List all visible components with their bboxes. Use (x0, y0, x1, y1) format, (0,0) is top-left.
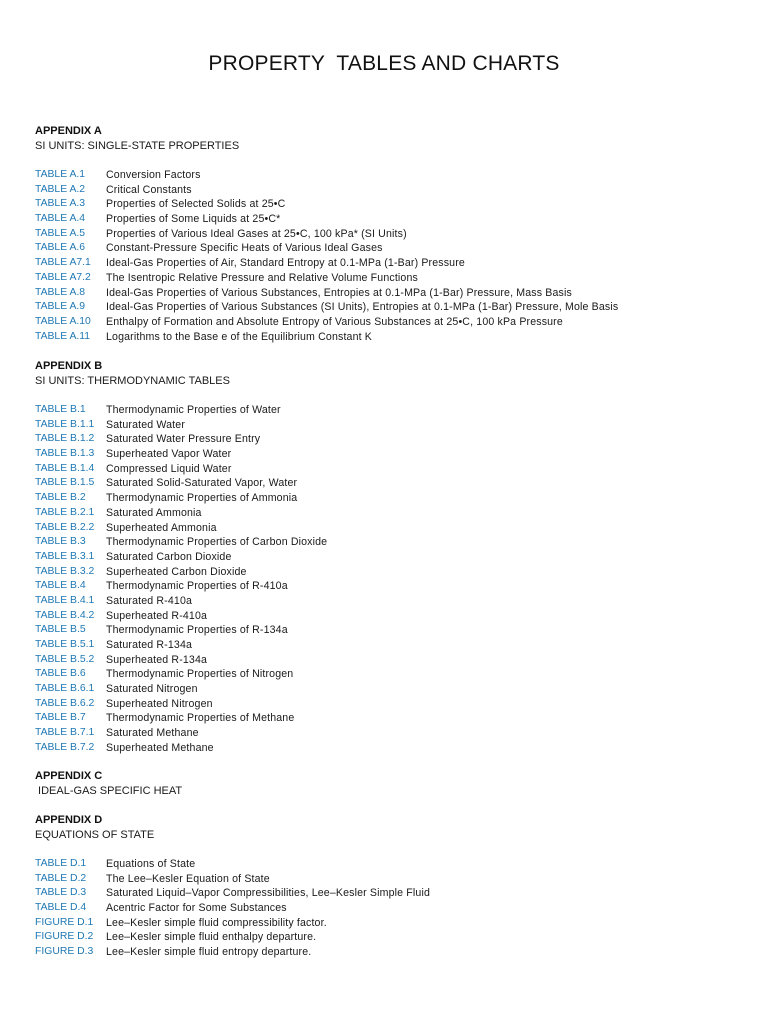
appendix-b-subtitle: SI UNITS: THERMODYNAMIC TABLES (35, 375, 230, 387)
table-link[interactable]: TABLE B.1.4 (35, 462, 95, 474)
table-link[interactable]: TABLE B.1.3 (35, 448, 95, 460)
list-item (35, 403, 755, 418)
list-item (35, 872, 755, 887)
table-description: Saturated Water (106, 418, 185, 431)
list-item (35, 550, 755, 565)
table-link[interactable]: TABLE D.1 (35, 858, 87, 869)
list-item (35, 741, 755, 756)
figure-link[interactable]: FIGURE D.3 (35, 946, 94, 958)
table-description: Properties of Selected Solids at 25•C (106, 198, 286, 211)
list-item (35, 506, 755, 521)
list-item (35, 168, 755, 183)
appendix-d (35, 813, 755, 960)
appendix-d-heading: APPENDIX D (35, 814, 103, 826)
table-description: Thermodynamic Properties of Carbon Dioxide (106, 536, 328, 549)
table-description: Superheated Ammonia (106, 521, 217, 534)
table-link[interactable]: TABLE A.1 (35, 169, 86, 180)
figure-link[interactable]: FIGURE D.1 (35, 916, 94, 928)
table-link[interactable]: TABLE D.3 (35, 887, 87, 899)
list-item (35, 241, 755, 256)
list-item (35, 565, 755, 580)
table-description: Superheated Carbon Dioxide (106, 565, 247, 578)
table-description: Thermodynamic Properties of Nitrogen (106, 668, 294, 681)
table-description: Ideal-Gas Properties of Air, Standard Entropy at 0.1-MPa (1-Bar) Pressure (106, 257, 465, 270)
list-item (35, 623, 755, 638)
table-description: Ideal-Gas Properties of Various Substances, Entropies at 0.1-MPa (1-Bar) Pressure, Mass Basis (106, 286, 572, 299)
list-item (35, 212, 755, 227)
list-item (35, 579, 755, 594)
table-link[interactable]: TABLE B.5 (35, 624, 86, 636)
list-item (35, 476, 755, 491)
list-item (35, 857, 755, 872)
table-description: Saturated Water Pressure Entry (106, 433, 261, 446)
table-description: Superheated R-134a (106, 653, 208, 666)
appendix-d-list (35, 857, 755, 960)
list-item (35, 227, 755, 242)
table-link[interactable]: TABLE D.2 (35, 872, 87, 884)
list-item (35, 183, 755, 198)
table-description: Saturated Solid-Saturated Vapor, Water (106, 477, 298, 490)
list-item (35, 432, 755, 447)
table-link[interactable]: TABLE B.4.1 (35, 594, 95, 606)
table-description: Thermodynamic Properties of R-410a (106, 580, 288, 593)
table-description: The Lee–Kesler Equation of State (106, 872, 270, 885)
appendix-a-heading: APPENDIX A (35, 125, 102, 137)
table-link[interactable]: TABLE B.6.1 (35, 683, 95, 695)
list-item (35, 916, 755, 931)
list-item (35, 330, 755, 345)
table-description: Thermodynamic Properties of Ammonia (106, 492, 298, 505)
table-link[interactable]: TABLE A.3 (35, 198, 86, 210)
appendix-c (35, 769, 755, 799)
table-link[interactable]: TABLE A.4 (35, 213, 86, 225)
table-link[interactable]: TABLE B.5.2 (35, 653, 95, 665)
list-item (35, 945, 755, 960)
table-link[interactable]: TABLE B.2.2 (35, 521, 95, 533)
list-item (35, 256, 755, 271)
appendix-b-list (35, 403, 755, 756)
list-item (35, 901, 755, 916)
list-item (35, 535, 755, 550)
table-description: Saturated Nitrogen (106, 683, 198, 696)
table-description: Thermodynamic Properties of R-134a (106, 624, 288, 637)
list-item (35, 418, 755, 433)
appendix-a-list (35, 168, 755, 344)
list-item (35, 197, 755, 212)
table-link[interactable]: TABLE B.7.1 (35, 727, 95, 739)
table-link[interactable]: TABLE B.3.1 (35, 550, 95, 562)
list-item (35, 930, 755, 945)
table-description: Saturated Ammonia (106, 506, 202, 519)
list-item (35, 462, 755, 477)
list-item (35, 594, 755, 609)
list-item (35, 286, 755, 301)
table-link[interactable]: TABLE B.1.2 (35, 433, 95, 445)
table-description: Superheated Vapor Water (106, 448, 232, 461)
figure-description: Lee–Kesler simple fluid enthalpy departure. (106, 931, 317, 944)
page-title: PROPERTY TABLES AND CHARTS (208, 52, 560, 75)
figure-link[interactable]: FIGURE D.2 (35, 931, 94, 943)
table-description: Properties of Some Liquids at 25•C* (106, 213, 281, 226)
table-link[interactable]: TABLE B.2.1 (35, 506, 95, 518)
table-description: Ideal-Gas Properties of Various Substances (SI Units), Entropies at 0.1-MPa (1-Bar) Pressure, Mole Basis (106, 301, 619, 314)
table-link[interactable]: TABLE B.1.5 (35, 477, 95, 489)
table-description: Saturated R-134a (106, 639, 193, 651)
appendix-b (35, 359, 755, 756)
table-link[interactable]: TABLE D.4 (35, 902, 87, 914)
table-link[interactable]: TABLE B.2 (35, 492, 86, 504)
table-description: Superheated Nitrogen (106, 697, 213, 710)
table-link[interactable]: TABLE A.9 (35, 301, 86, 313)
list-item (35, 609, 755, 624)
table-description: Constant-Pressure Specific Heats of Various Ideal Gases (106, 242, 383, 255)
table-link[interactable]: TABLE B.4.2 (35, 609, 95, 621)
list-item (35, 886, 755, 901)
figure-description: Lee–Kesler simple fluid entropy departure. (106, 946, 312, 959)
table-link[interactable]: TABLE B.1.1 (35, 418, 95, 430)
list-item (35, 667, 755, 682)
table-description: Saturated Liquid–Vapor Compressibilities, Lee–Kesler Simple Fluid (106, 887, 430, 900)
table-link[interactable]: TABLE B.3 (35, 536, 86, 548)
table-link[interactable]: TABLE A.8 (35, 286, 86, 298)
table-description: Thermodynamic Properties of Methane (106, 712, 295, 725)
table-link[interactable]: TABLE B.6 (35, 668, 86, 680)
table-description: Equations of State (106, 858, 196, 870)
list-item (35, 521, 755, 536)
table-link[interactable]: TABLE A.5 (35, 227, 86, 239)
table-link[interactable]: TABLE A7.1 (35, 257, 91, 269)
table-description: Enthalpy of Formation and Absolute Entropy of Various Substances at 25•C, 100 kPa Pressure (106, 315, 563, 328)
list-item (35, 315, 755, 330)
appendix-d-subtitle: EQUATIONS OF STATE (35, 829, 155, 841)
table-link[interactable]: TABLE B.6.2 (35, 697, 95, 709)
table-description: Critical Constants (106, 183, 192, 196)
table-description: Conversion Factors (106, 169, 201, 181)
list-item (35, 300, 755, 315)
appendix-c-heading: APPENDIX C (35, 770, 103, 782)
appendix-a-subtitle: SI UNITS: SINGLE-STATE PROPERTIES (35, 140, 240, 152)
table-link[interactable]: TABLE B.7.2 (35, 741, 95, 753)
list-item (35, 726, 755, 741)
list-item (35, 711, 755, 726)
table-link[interactable]: TABLE B.4 (35, 580, 86, 592)
list-item (35, 271, 755, 286)
list-item (35, 491, 755, 506)
table-link[interactable]: TABLE A7.2 (35, 271, 91, 283)
table-description: Superheated R-410a (106, 609, 208, 622)
list-item (35, 653, 755, 668)
table-description: The Isentropic Relative Pressure and Relative Volume Functions (106, 271, 418, 284)
table-description: Compressed Liquid Water (106, 462, 232, 475)
appendix-c-subtitle: IDEAL-GAS SPECIFIC HEAT (35, 785, 183, 797)
list-item (35, 638, 755, 653)
table-link[interactable]: TABLE A.10 (35, 315, 91, 327)
table-description: Logarithms to the Base e of the Equilibrium Constant K (106, 330, 373, 343)
list-item (35, 697, 755, 712)
table-link[interactable]: TABLE B.3.2 (35, 565, 95, 577)
table-description: Superheated Methane (106, 741, 214, 754)
figure-description: Lee–Kesler simple fluid compressibility factor. (106, 916, 327, 929)
table-description: Saturated Methane (106, 727, 199, 740)
table-description: Saturated Carbon Dioxide (106, 550, 232, 563)
table-link[interactable]: TABLE B.1 (35, 404, 86, 415)
table-link[interactable]: TABLE A.2 (35, 183, 86, 195)
list-item (35, 447, 755, 462)
list-item (35, 682, 755, 697)
table-link[interactable]: TABLE A.11 (35, 330, 91, 342)
table-link[interactable]: TABLE B.5.1 (35, 639, 95, 650)
appendix-a (35, 124, 755, 344)
table-description: Acentric Factor for Some Substances (106, 902, 287, 915)
table-description: Properties of Various Ideal Gases at 25•C, 100 kPa* (SI Units) (106, 227, 407, 240)
table-link[interactable]: TABLE B.7 (35, 712, 86, 724)
table-description: Thermodynamic Properties of Water (106, 404, 281, 416)
table-link[interactable]: TABLE A.6 (35, 242, 86, 254)
table-description: Saturated R-410a (106, 594, 193, 607)
appendix-b-heading: APPENDIX B (35, 360, 103, 372)
